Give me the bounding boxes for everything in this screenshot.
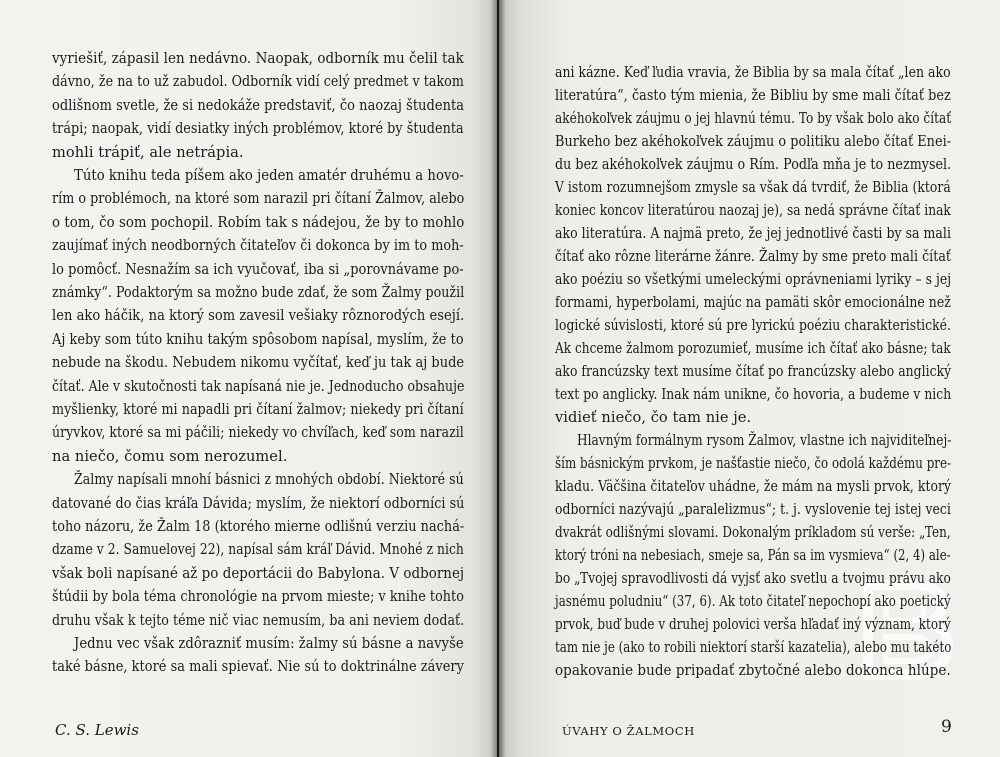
- running-head: ÚVAHY O ŽALMOCH: [562, 724, 695, 738]
- right-text-line: Hlavným formálnym rysom Žalmov, vlastne ich najviditeľnej-: [577, 432, 952, 449]
- right-text-line: ako literatúra. A najmä preto, že jej jednotlivé časti by sa mali: [555, 225, 951, 242]
- right-text-line: koniec koncov literatúrou naozaj je), sa nedá správne čítať inak: [555, 202, 951, 219]
- left-text-line: úryvkov, ktoré sa mi páčili; niekedy vo chvíľach, keď som narazil: [52, 424, 464, 442]
- right-text-line: akéhokoľvek záujmu o jej hlavnú tému. To by však bolo ako čítať: [555, 110, 952, 127]
- right-text-line: logické súvislosti, ktoré sú pre lyrickú poéziu charakteristické.: [555, 317, 951, 334]
- right-text-line: kladu. Väčšina čitateľov uhádne, že mám na mysli prvok, ktorý: [555, 478, 952, 495]
- left-text-line: trápi; naopak, vidí desiatky iných problémov, ktoré by študenta: [52, 120, 464, 138]
- left-text-line: Aj keby som túto knihu takým spôsobom napísal, myslím, že to: [52, 330, 464, 348]
- right-text-line: vidieť niečo, čo tam nie je.: [555, 409, 752, 426]
- left-text-line: také básne, ktoré sa mali spievať. Nie sú to doktrinálne závery: [52, 658, 464, 676]
- left-text-line: odlišnom svetle, že si nedokáže predstaviť, čo naozaj študenta: [52, 96, 465, 114]
- right-text-line: prvok, buď bude v druhej polovici verša hľadať iný význam, ktorý: [555, 616, 951, 633]
- right-text-line: du bez akéhokoľvek záujmu o Rím. Podľa mňa je to nezmysel.: [555, 156, 952, 173]
- left-text-line: rím o problémoch, na ktoré som narazil pri čítaní Žalmov, alebo: [52, 190, 465, 208]
- right-text-line: V istom rozumnejšom zmysle sa však dá tvrdiť, že Biblia (ktorá: [555, 179, 951, 196]
- book-gutter: [490, 0, 506, 757]
- left-page: [0, 0, 497, 757]
- right-text-line: ako poéziu so všetkými umeleckými oprávneniami lyriky – s jej: [555, 271, 952, 288]
- right-text-line: ktorý tróni na nebesiach, smeje sa, Pán sa im vysmieva“ (2, 4) ale-: [555, 547, 951, 564]
- right-text-line: Ak chceme žalmom porozumieť, musíme ich čítať ako básne; tak: [555, 340, 951, 357]
- right-text-line: bo „Tvojej spravodlivosti dá vyjsť ako svetlu a tvojmu právu ako: [555, 570, 951, 587]
- left-text-line: mohli trápiť, ale netrápia.: [52, 143, 244, 161]
- left-text-line: čítať. Ale v skutočnosti tak napísaná nie je. Jednoducho obsahuje: [52, 377, 465, 395]
- right-text-line: literatúra“, často tým mienia, že Bibliu by sme mali čítať bez: [555, 87, 951, 104]
- right-text-line: ším básnickým prvkom, je našťastie niečo, čo odolá každému pre-: [555, 455, 952, 472]
- right-page: [499, 0, 1000, 757]
- left-text-line: známky“. Podaktorým sa možno bude zdať, že som Žalmy použil: [52, 284, 465, 301]
- right-text-line: dvakrát odlišnými slovami. Dokonalým príkladom sú verše: „Ten,: [555, 524, 951, 541]
- page-number: 9: [941, 717, 952, 737]
- left-text-line: štúdii by bola téma chronológie na prvom mieste; v knihe tohto: [52, 588, 464, 606]
- left-text-line: Jednu vec však zdôrazniť musím: žalmy sú básne a navyše: [74, 635, 464, 652]
- left-text-line: vyriešiť, zápasil len nedávno. Naopak, odborník mu čelil tak: [52, 50, 464, 67]
- left-text-line: len ako háčik, na ktorý som zavesil vešiaky rôznorodých esejí.: [52, 307, 465, 325]
- left-text-line: však boli napísané až po deportácii do Babylona. V odbornej: [52, 564, 465, 582]
- right-text-line: odborníci nazývajú „paralelizmus“; t. j. vyslovenie tej istej veci: [555, 501, 951, 518]
- left-text-line: datované do čias kráľa Dávida; myslím, že niektorí odborníci sú: [52, 494, 465, 512]
- right-text-line: opakovanie bude pripadať zbytočné alebo dokonca hlúpe.: [555, 662, 951, 679]
- left-text-line: Žalmy napísali mnohí básnici z mnohých období. Niektoré sú: [74, 471, 464, 489]
- left-text-line: nebude na škodu. Nebudem nikomu vyčítať, keď ju tak aj bude: [52, 354, 465, 372]
- right-text-line: jasnému poludniu“ (37, 6). Ak toto čitateľ nepochopí ako poetický: [555, 593, 951, 610]
- right-text-line: ani kázne. Keď ľudia vravia, že Biblia by sa mala čítať „len ako: [555, 64, 951, 81]
- right-text-line: tam nie je (ako to robili niektorí starší kazatelia), alebo mu takéto: [555, 639, 952, 656]
- left-text-line: myšlienky, ktoré mi napadli pri čítaní žalmov; niekedy pri čítaní: [52, 401, 464, 418]
- right-text-line: ako francúzsky text musíme čítať po francúzsky alebo anglický: [555, 363, 952, 380]
- right-text-line: text po anglicky. Inak nám unikne, čo hovoria, a budeme v nich: [555, 386, 952, 403]
- right-text-line: formami, hyperbolami, majúc na pamäti skôr emocionálne než: [555, 294, 951, 311]
- left-text-line: o tom, čo som pochopil. Robím tak s nádejou, že by to mohlo: [52, 213, 465, 231]
- left-text-line: druhu však k tejto téme nič viac nemusím, ba ani neviem dodať.: [52, 611, 465, 629]
- right-text-line: Burkeho bez akéhokoľvek záujmu o politiku alebo čítať Enei-: [555, 133, 952, 150]
- left-text-line: toho názoru, že Žalm 18 (ktorého mierne odlišnú verziu nachá-: [52, 518, 465, 535]
- left-text-line: lo pomôcť. Nesnažím sa ich vyučovať, iba si „porovnávame po-: [52, 260, 464, 278]
- left-text-line: dzame v 2. Samuelovej 22), napísal sám kráľ Dávid. Mnohé z nich: [52, 541, 464, 559]
- left-text-line: zaujímať iných neodborných čitateľov či dokonca by im to moh-: [52, 237, 464, 255]
- left-text-line: dávno, že na to už zabudol. Odborník vidí celý predmet v takom: [52, 73, 464, 91]
- author-signature: C. S. Lewis: [55, 721, 139, 739]
- left-text-line: Túto knihu teda píšem ako jeden amatér druhému a hovo-: [74, 167, 464, 184]
- right-text-line: čítať ako rôzne literárne žánre. Žalmy by sme preto mali čítať: [555, 248, 952, 265]
- left-text-line: na niečo, čomu som nerozumel.: [52, 447, 288, 465]
